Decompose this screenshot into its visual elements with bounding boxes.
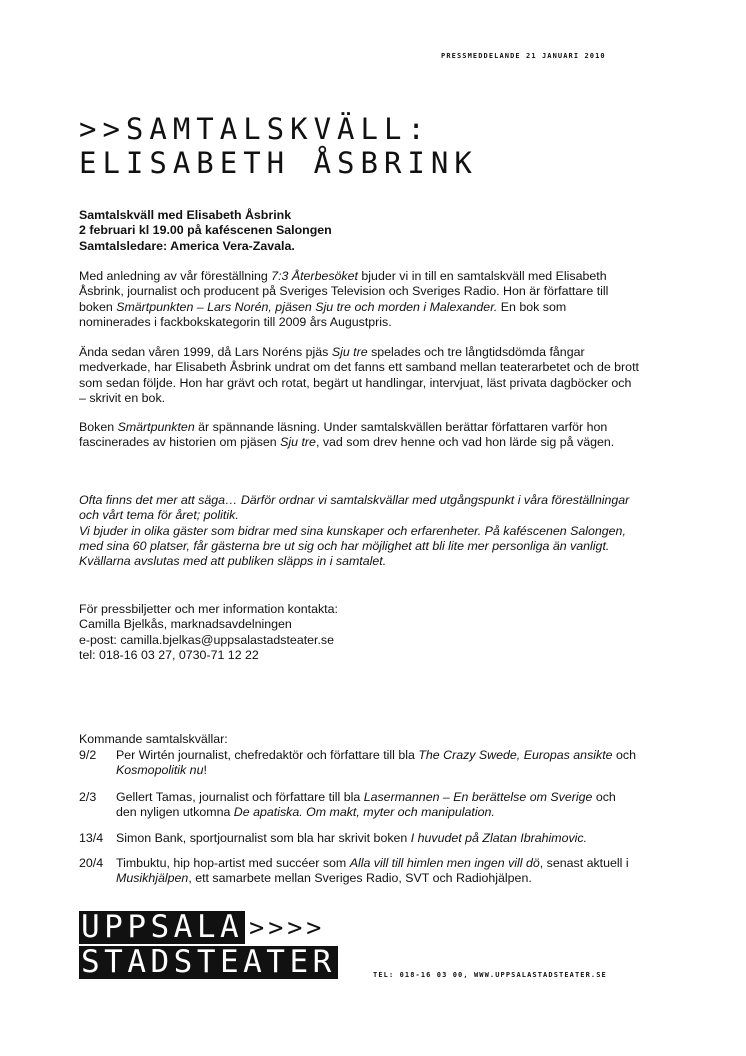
logo-line-2 [79,946,338,979]
footer-contact: TEL: 018-16 03 00, WWW.UPPSALASTADSTEATER.SE [373,971,607,979]
text-span: , senast aktuell i [539,856,629,870]
text-span: och den nyligen utkomna [116,790,616,820]
logo-stadsteater: STADSTEATER [81,944,336,980]
book-title: The Crazy Swede, Europas ansikte [418,748,613,762]
book-title: Kosmopolitik nu [116,763,204,778]
italic-quote-block [79,493,639,569]
text-span: En bok som nominerades i fackbokskategorin till 2009 års Augustpris. [79,299,567,329]
event-summary-moderator: Samtalsledare: America Vera-Zavala. [79,238,295,253]
text-span: Med anledning av vår föreställning [79,269,272,283]
text-span: spelades och tre långtidsdömda fångar medverkade, har Elisabeth Åsbrink undrat om det fanns ett samband mellan teaterarbetet och de brott som sedan följde. Hon har grävt och rotat, begärt ut handlingar, intervjuat, läst privata dagböcker och – skrivit en bok. [79,345,639,405]
event-description [116,856,636,887]
logo-line-1 [79,911,325,944]
play-title: Sju tre [280,435,316,450]
book-title: Smärtpunkten – Lars Norén, pjäsen Sju tre och morden i Malexander. [116,299,498,314]
text-span: bjuder vi in till en samtalskväll med Elisabeth Åsbrink, journalist och producent på Sveriges Television och Sveriges Radio. Hon är författare till boken [79,269,609,314]
play-title: Sju tre [331,345,368,359]
text-span: Simon Bank, sportjournalist som bla har skrivit boken [116,831,411,845]
title-line-1: >>SAMTALSKVÄLL: [79,112,431,146]
page-title [79,112,478,180]
book-title: Smärtpunkten [117,420,195,434]
book-title: I huvudet på Zlatan Ibrahimovic. [410,831,588,845]
contact-name: Camilla Bjelkås, marknadsavdelningen [79,617,292,632]
event-description [116,831,636,846]
program-title: Musikhjälpen [116,871,189,886]
event-description [116,748,636,779]
text-span: Gellert Tamas, journalist och författare till bla [116,790,364,804]
press-contact [79,602,479,663]
event-description [116,790,636,821]
paragraph-book-reading [79,420,639,451]
contact-email[interactable]: e-post: camilla.bjelkas@uppsalastadsteater.se [79,632,335,647]
paragraph-book-intro [79,269,639,330]
press-release-date: PRESSMEDDELANDE 21 JANUARI 2010 [441,52,606,60]
logo-arrows: >>>> [249,913,326,942]
title-line-2: ELISABETH ÅSBRINK [79,146,478,180]
song-title: Alla vill till himlen men ingen vill dö [349,856,540,870]
event-date: 13/4 [79,831,104,845]
event-date: 2/3 [79,790,97,804]
paragraph-background [79,345,639,406]
event-summary [79,208,639,254]
book-title: De apatiska. Om makt, myter och manipulation. [233,805,495,820]
event-date: 9/2 [79,748,97,762]
text-span: Ända sedan våren 1999, då Lars Noréns pjäs [79,345,332,359]
text-span: Timbuktu, hip hop-artist med succéer som [116,856,350,870]
quote-paragraph-1: Ofta finns det mer att säga… Därför ordnar vi samtalskvällar med utgångspunkt i våra föreställningar och vårt tema för året; politik. [79,493,630,523]
text-span: är spännande läsning. Under samtalskvällen berättar författaren varför hon fascinerades av historien om pjäsen [79,420,608,450]
event-summary-title: Samtalskväll med Elisabeth Åsbrink [79,208,292,222]
contact-phone: tel: 018-16 03 27, 0730-71 12 22 [79,647,259,662]
quote-paragraph-2: Vi bjuder in olika gäster som bidrar med sina kunskaper och erfarenheter. På kaféscenen Salongen, med sina 60 platser, får gästerna bre ut sig och har möjlighet att bli lite mer personliga än vanligt. Kvällarna avslutas med att publiken släpps in i samtalet. [79,523,626,569]
play-title: 7:3 Återbesöket [271,269,358,283]
text-span: , ett samarbete mellan Sveriges Radio, SVT och Radiohjälpen. [188,871,532,886]
event-summary-time: 2 februari kl 19.00 på kaféscenen Salongen [79,223,332,238]
text-span: och [612,748,636,762]
text-span: ! [203,763,207,778]
text-span: Per Wirtén journalist, chefredaktör och författare till bla [116,748,419,762]
text-span: Boken [79,420,118,434]
logo-uppsala: UPPSALA [81,909,244,945]
contact-heading: För pressbiljetter och mer information kontakta: [79,602,338,616]
text-span: , vad som drev henne och vad hon lärde sig på vägen. [315,435,615,450]
upcoming-heading: Kommande samtalskvällar: [79,732,228,746]
book-title: Lasermannen – En berättelse om Sverige [363,790,593,804]
event-date: 20/4 [79,856,104,870]
